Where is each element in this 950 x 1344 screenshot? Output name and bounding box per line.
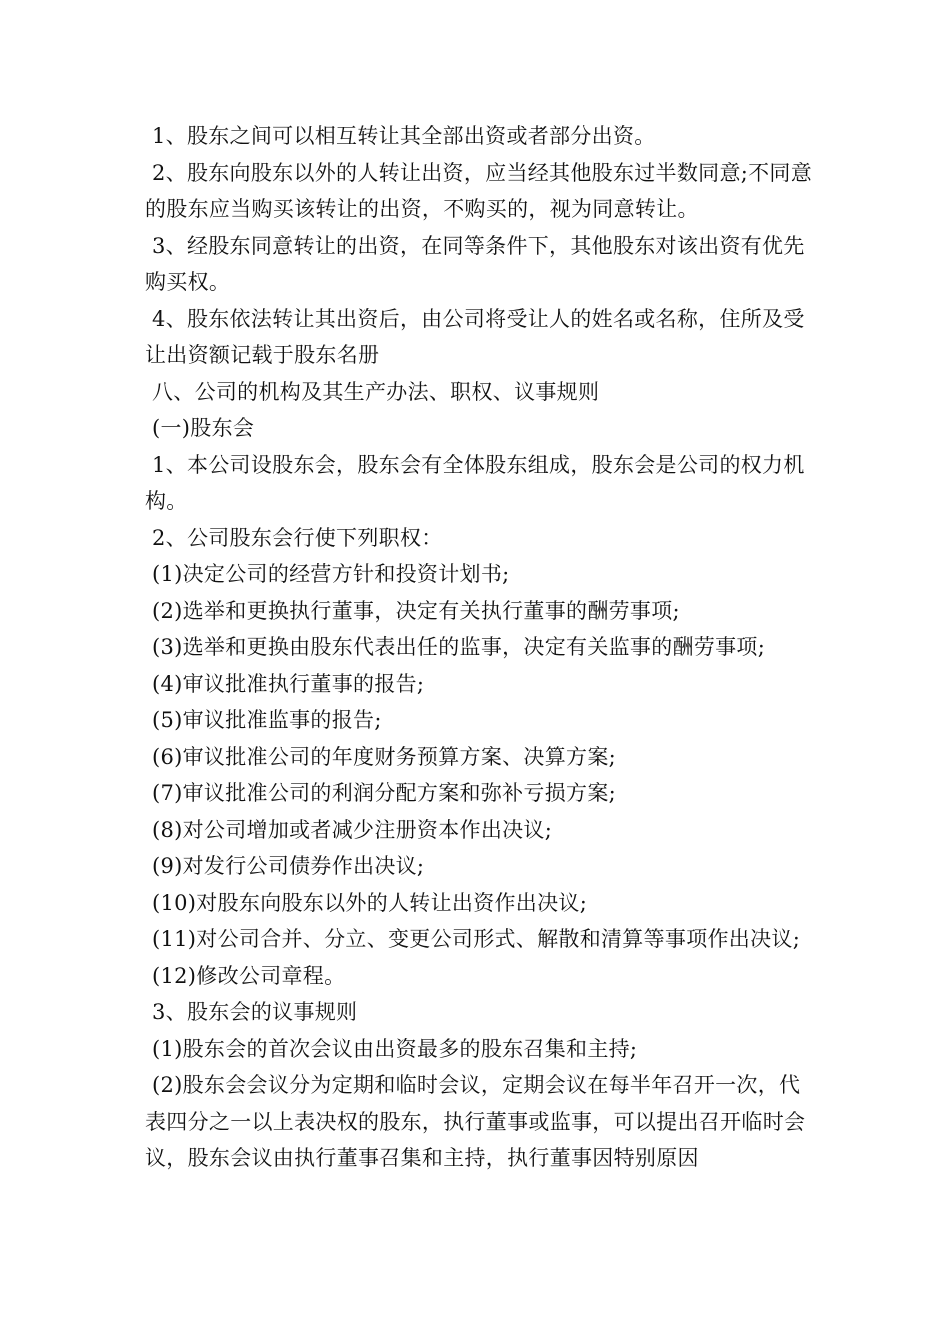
list-item-5: (5)审议批准监事的报告; — [145, 708, 382, 732]
paragraph-7: 3、股东会的议事规则 — [145, 1000, 358, 1024]
paragraph-6: 2、公司股东会行使下列职权： — [145, 525, 443, 550]
list-item-8: (8)对公司增加或者减少注册资本作出决议; — [145, 817, 553, 842]
list-item-6: (6)审议批准公司的年度财务预算方案、决算方案; — [145, 744, 617, 769]
rule-item-2: (2)股东会会议分为定期和临时会议，定期会议在每半年召开一次，代表四分之一以上表决权的股东，执行董事或监事，可以提出召开临时会议，股东会议由执行董事召集和主持，执行董事因特别原因 — [145, 1073, 806, 1170]
list-item-4: (4)审议批准执行董事的报告; — [145, 671, 425, 696]
paragraph-3: 3、经股东同意转让的出资，在同等条件下，其他股东对该出资有优先购买权。 — [145, 233, 805, 294]
rule-item-1: (1)股东会的首次会议由出资最多的股东召集和主持; — [145, 1036, 638, 1061]
document-body — [145, 118, 815, 1177]
list-item-1: (1)决定公司的经营方针和投资计划书; — [145, 562, 510, 586]
subsection-heading-1: (一)股东会 — [145, 416, 255, 440]
list-item-12: (12)修改公司章程。 — [145, 963, 346, 988]
paragraph-5: 1、本公司设股东会，股东会有全体股东组成，股东会是公司的权力机构。 — [145, 452, 805, 513]
paragraph-2: 2、股东向股东以外的人转让出资，应当经其他股东过半数同意;不同意的股东应当购买该转让的出资，不购买的，视为同意转让。 — [145, 160, 813, 221]
list-item-11: (11)对公司合并、分立、变更公司形式、解散和清算等事项作出决议; — [145, 927, 801, 951]
list-item-10: (10)对股东向股东以外的人转让出资作出决议; — [145, 890, 588, 915]
paragraph-4: 4、股东依法转让其出资后，由公司将受让人的姓名或名称，住所及受让出资额记载于股东名册 — [145, 306, 805, 367]
section-heading-8: 八、公司的机构及其生产办法、职权、议事规则 — [145, 379, 600, 404]
paragraph-1: 1、股东之间可以相互转让其全部出资或者部分出资。 — [145, 124, 656, 148]
list-item-9: (9)对发行公司债券作出决议; — [145, 854, 425, 878]
list-item-3: (3)选举和更换由股东代表出任的监事，决定有关监事的酬劳事项; — [145, 635, 766, 659]
list-item-2: (2)选举和更换执行董事，决定有关执行董事的酬劳事项; — [145, 598, 680, 623]
list-item-7: (7)审议批准公司的利润分配方案和弥补亏损方案; — [145, 781, 617, 805]
